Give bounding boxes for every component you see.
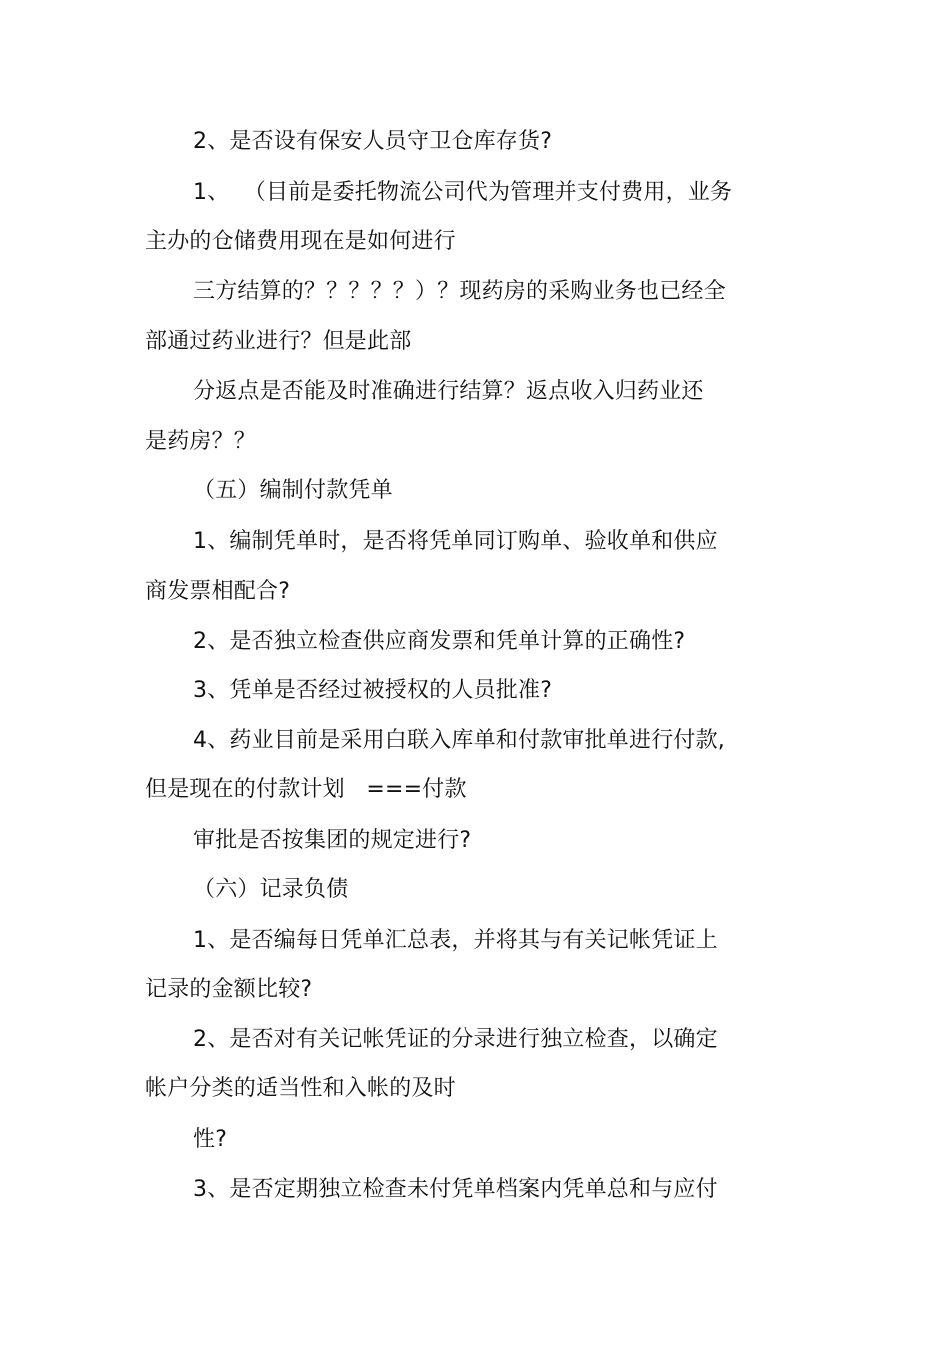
text-line: 2、是否独立检查供应商发票和凭单计算的正确性?	[193, 629, 686, 654]
text-line: 1、 （目前是委托物流公司代为管理并支付费用，业务	[193, 180, 733, 205]
section-heading: （五）编制付款凭单	[193, 478, 393, 503]
text-line: 分返点是否能及时准确进行结算？返点收入归药业还	[193, 379, 704, 404]
text-line: 性?	[193, 1127, 228, 1152]
text-line: 4、药业目前是采用白联入库单和付款审批单进行付款,	[193, 728, 725, 753]
text-line: 1、编制凭单时，是否将凭单同订购单、验收单和供应	[193, 529, 718, 554]
text-line: 主办的仓储费用现在是如何进行	[145, 229, 456, 254]
text-line: 三方结算的？？？？？）？现药房的采购业务也已经全	[193, 279, 726, 304]
text-line: 3、是否定期独立检查未付凭单档案内凭单总和与应付	[193, 1177, 718, 1202]
text-line: 是药房？？	[145, 429, 257, 454]
text-line: 审批是否按集团的规定进行?	[193, 828, 472, 853]
section-heading: （六）记录负债	[193, 877, 349, 902]
text-line: 商发票相配合?	[145, 579, 291, 604]
text-line: 记录的金额比较?	[145, 977, 313, 1002]
text-line: 1、是否编每日凭单汇总表，并将其与有关记帐凭证上	[193, 928, 718, 953]
text-line: 2、是否设有保安人员守卫仓库存货?	[193, 129, 553, 154]
text-line: 3、凭单是否经过被授权的人员批准?	[193, 678, 553, 703]
text-line: 帐户分类的适当性和入帐的及时	[145, 1076, 456, 1101]
text-line: 2、是否对有关记帐凭证的分录进行独立检查，以确定	[193, 1027, 718, 1052]
text-line: 部通过药业进行？但是此部	[145, 329, 412, 354]
text-line: 但是现在的付款计划 ===付款	[145, 777, 467, 802]
